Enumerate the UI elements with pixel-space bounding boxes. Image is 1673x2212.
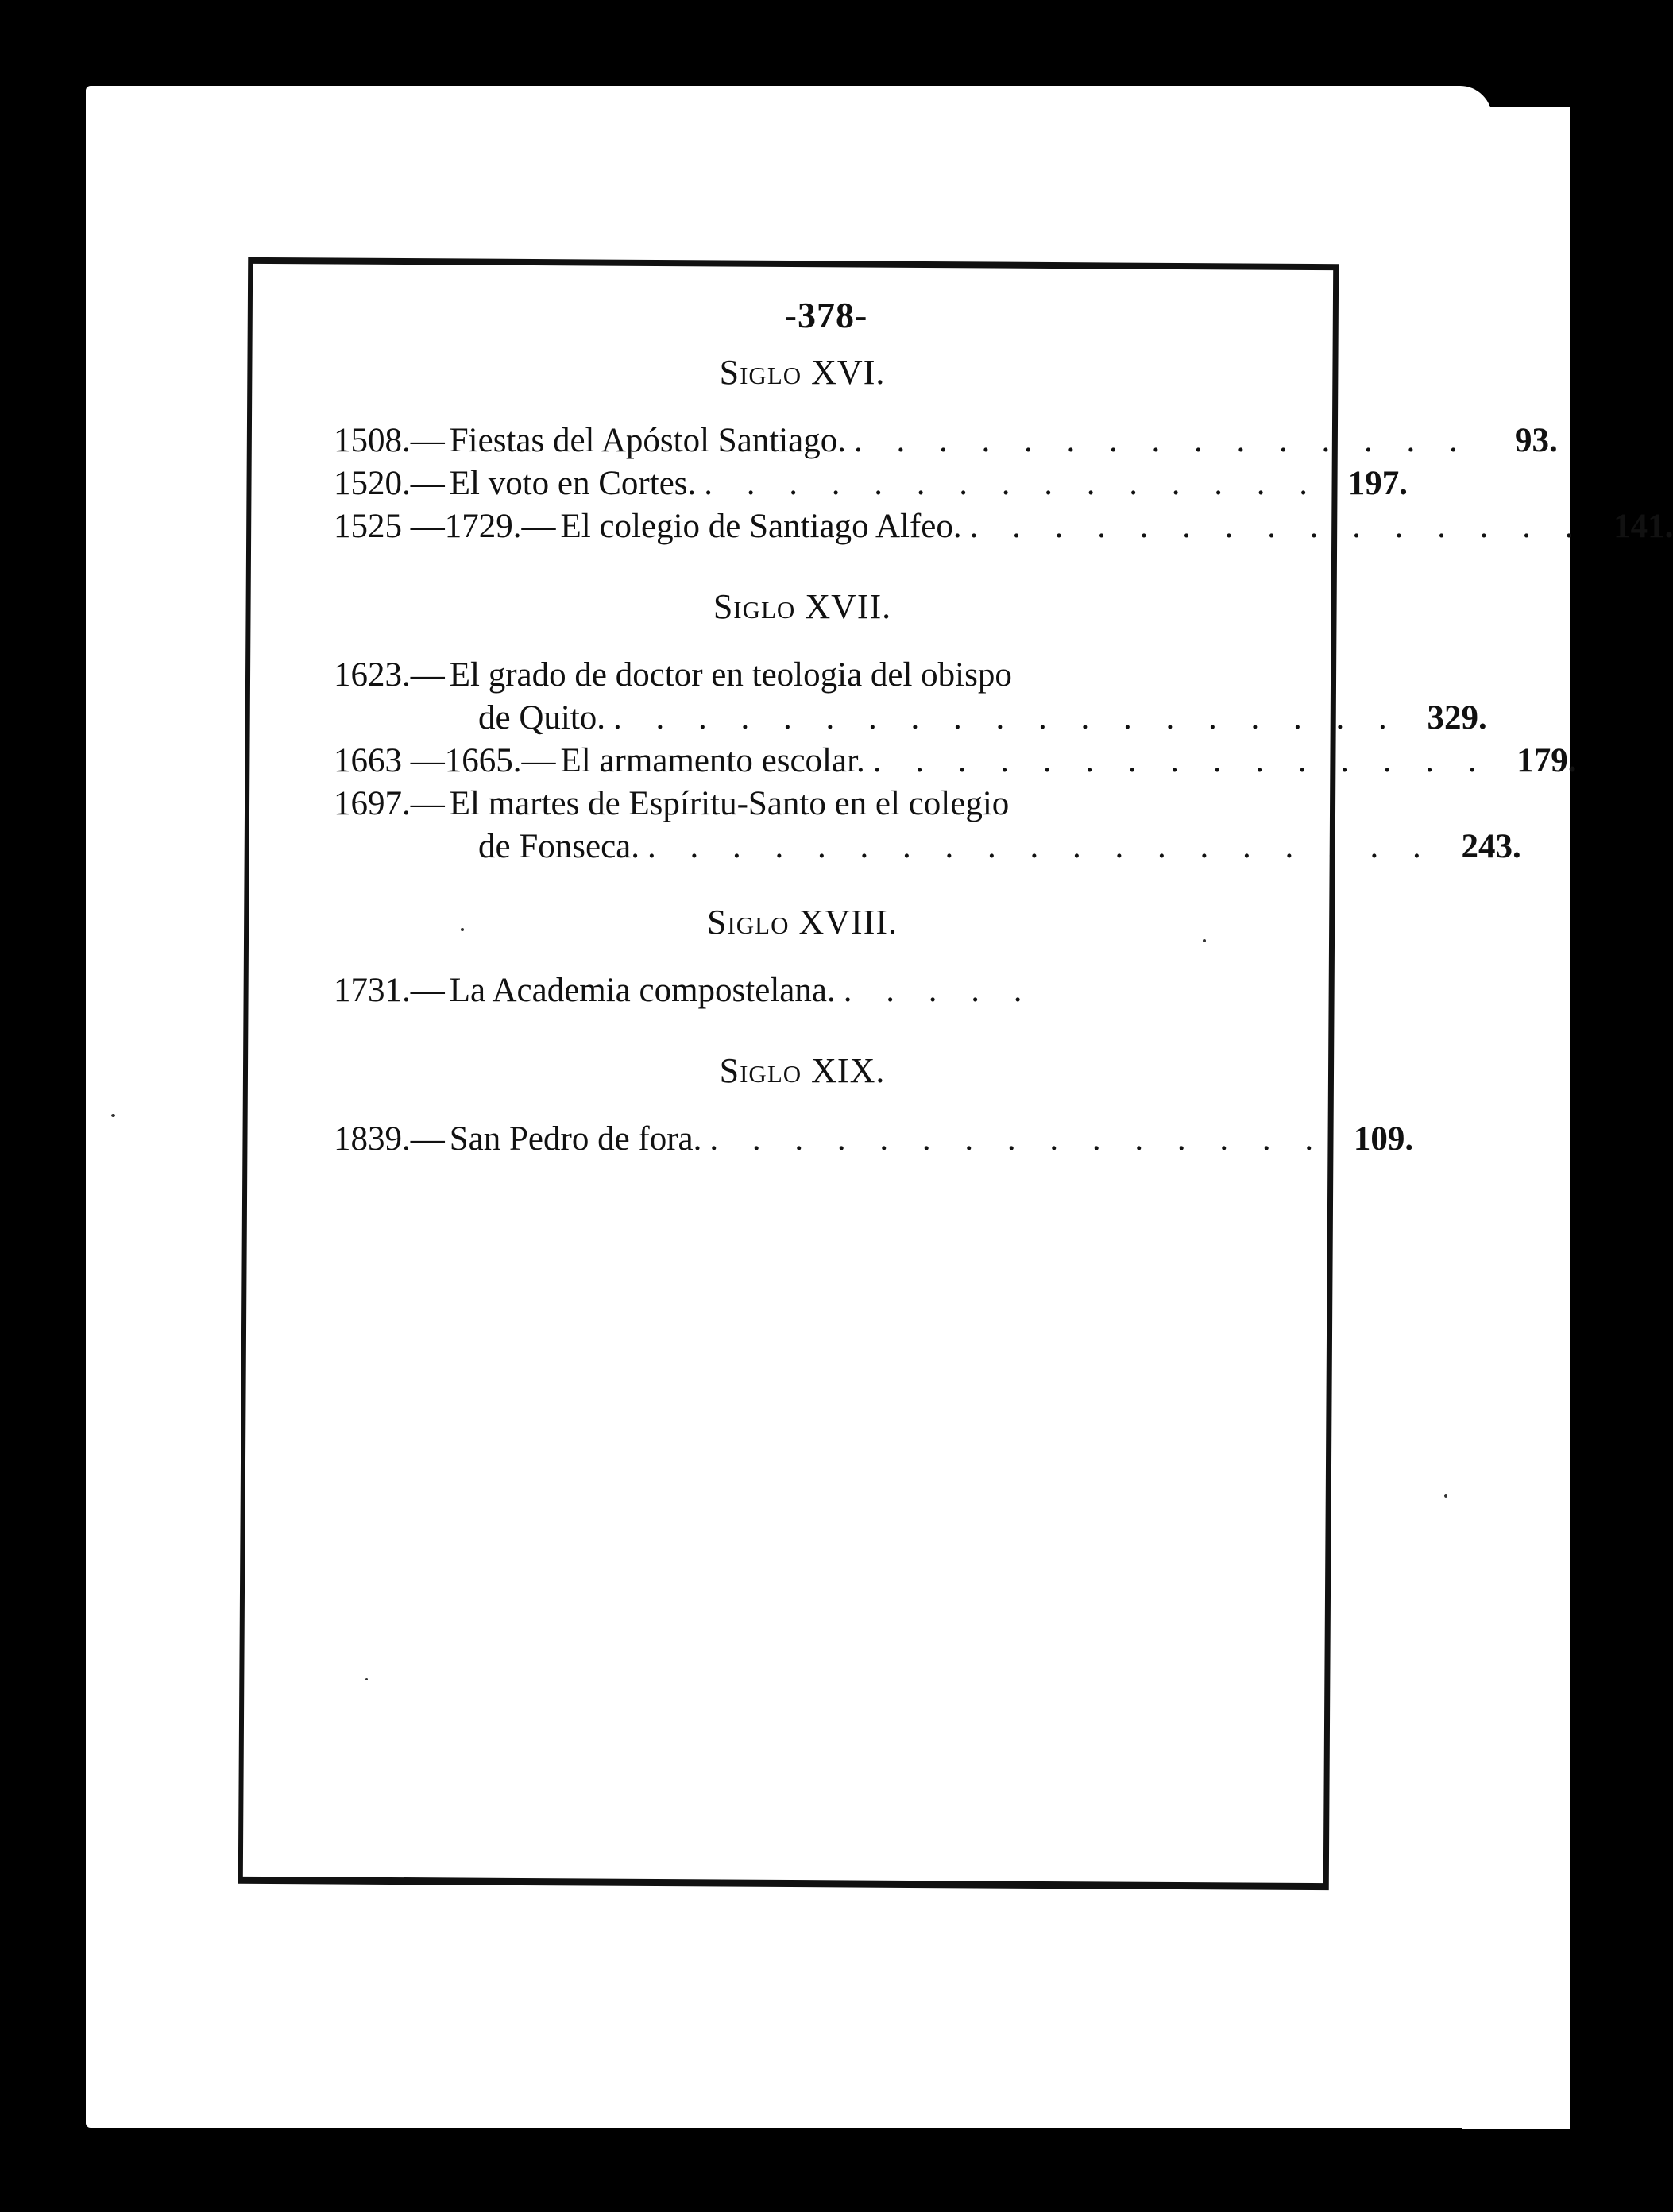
leader-dots: . . . . . . . . . . . . . . . xyxy=(709,1120,1327,1158)
index-entry xyxy=(334,462,1408,505)
scan-speck xyxy=(1203,939,1206,942)
entry-year: 1623.— xyxy=(334,656,445,694)
page-number: -378- xyxy=(784,295,868,335)
scan-speck xyxy=(1444,1494,1447,1498)
entry-year: 1697.— xyxy=(334,785,445,822)
section-xvi xyxy=(334,420,1673,548)
leader-dots: . . . . . xyxy=(843,972,1035,1009)
entry-page: 197. xyxy=(1347,465,1408,502)
entry-title: El colegio de Santiago Alfeo. xyxy=(560,508,962,545)
leader-dots: . . . . . . . . . . . . . . . xyxy=(704,465,1321,502)
index-entry xyxy=(334,740,1577,783)
entry-title: El martes de Espíritu-Santo en el colegio xyxy=(449,785,1010,822)
index-entry xyxy=(334,420,1558,462)
entry-year: 1839.— xyxy=(334,1120,445,1158)
entry-title: El grado de doctor en teologia del obispo xyxy=(449,656,1012,694)
entry-title: Fiestas del Apóstol Santiago. xyxy=(449,422,847,459)
section-heading-xix: Siglo XIX. xyxy=(719,1051,886,1090)
section-xviii xyxy=(334,969,1223,1012)
index-entry xyxy=(334,505,1673,548)
entry-title-continued: de Quito. xyxy=(478,699,606,737)
index-entry xyxy=(334,783,1521,868)
leader-dots: . . . . . . . . . . . . . . . . . . . xyxy=(613,699,1400,737)
section-xix xyxy=(334,1118,1414,1161)
entry-year: 1525 —1729.— xyxy=(334,508,556,545)
scan-speck xyxy=(365,1678,368,1680)
leader-dots: . . . . . . . . . . . . . . . xyxy=(854,422,1470,459)
leader-dots: . . . . . . . . . . . . . . . xyxy=(872,742,1489,779)
index-entry xyxy=(334,1118,1414,1161)
section-heading-xvii: Siglo XVII. xyxy=(713,587,892,626)
section-heading-xvi: Siglo XVI. xyxy=(719,353,886,392)
entry-title: San Pedro de fora. xyxy=(449,1120,702,1158)
entry-title: El armamento escolar. xyxy=(560,742,865,779)
index-entry xyxy=(334,654,1487,740)
entry-title-continued: de Fonseca. xyxy=(478,828,639,865)
next-page-edge xyxy=(1462,107,1570,2129)
entry-year: 1731.— xyxy=(334,972,445,1009)
entry-page: 109. xyxy=(1353,1120,1414,1158)
index-content xyxy=(334,294,1673,1199)
leader-dots: . . . . . . . . . . . . . . . . . . . xyxy=(647,828,1434,865)
entry-page: 141. xyxy=(1613,508,1673,545)
entry-title: La Academia compostelana. xyxy=(449,972,836,1009)
entry-page: 179. xyxy=(1517,742,1577,779)
scan-speck xyxy=(461,928,464,931)
entry-page: 93. xyxy=(1515,422,1558,459)
entry-page: 243. xyxy=(1461,828,1521,865)
entry-page: 329. xyxy=(1427,699,1487,737)
index-entry xyxy=(334,969,1223,1012)
section-xvii xyxy=(334,654,1577,868)
entry-year: 1508.— xyxy=(334,422,445,459)
leader-dots: . . . . . . . . . . . . . . . xyxy=(969,508,1586,545)
entry-year: 1520.— xyxy=(334,465,445,502)
scan-speck xyxy=(111,1114,115,1117)
entry-year: 1663 —1665.— xyxy=(334,742,556,779)
section-heading-xviii: Siglo XVIII. xyxy=(706,903,898,942)
entry-title: El voto en Cortes. xyxy=(449,465,697,502)
